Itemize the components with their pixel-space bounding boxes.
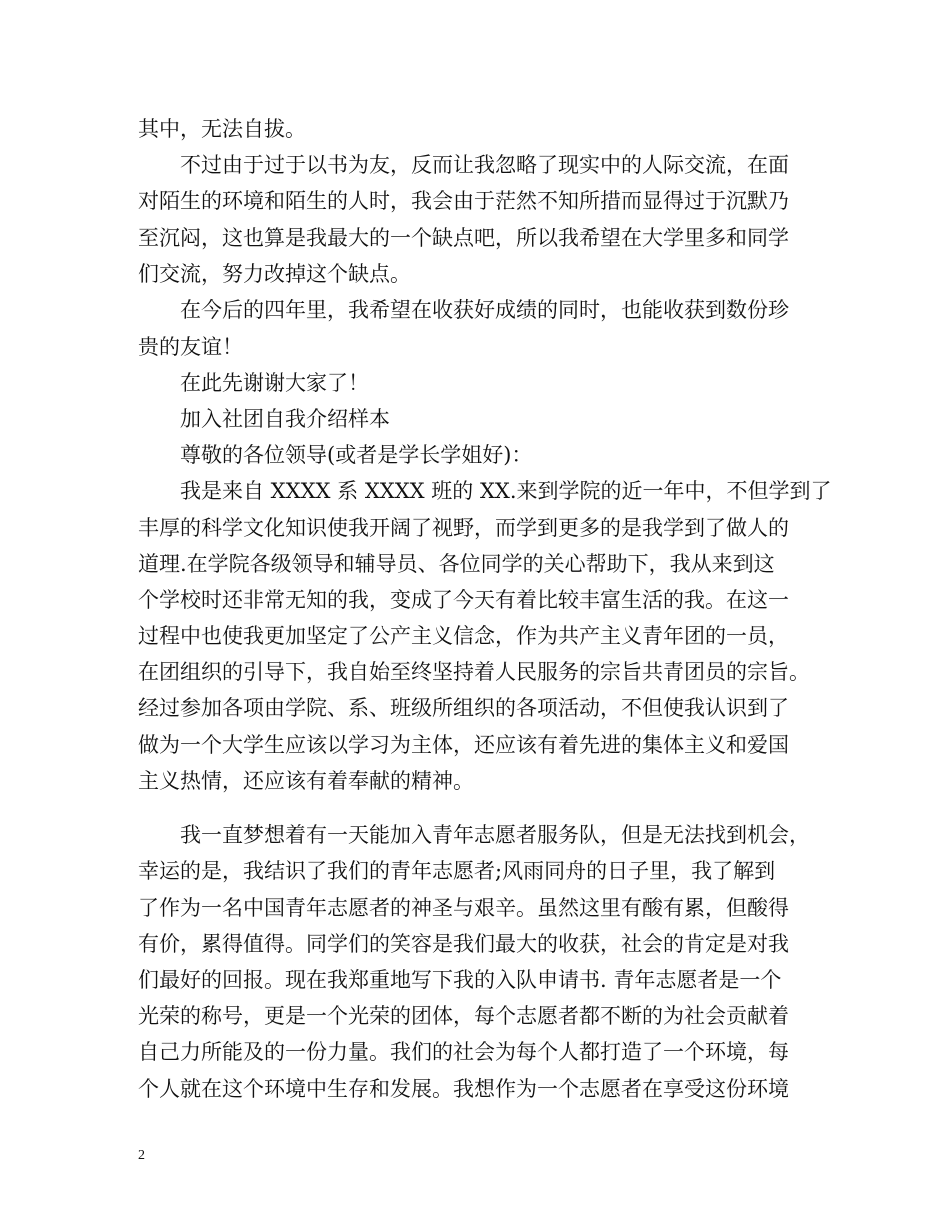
page-number: 2 xyxy=(138,1148,145,1163)
text-line: 在团组织的引导下，我自始至终坚持着人民服务的宗旨共青团员的宗旨。 xyxy=(138,660,810,684)
text-line: 自己力所能及的一份力量。我们的社会为每个人都打造了一个环境，每 xyxy=(138,1040,789,1064)
salutation: 尊敬的各位领导(或者是学长学姐好)： xyxy=(180,443,533,467)
text-line: 幸运的是，我结识了我们的青年志愿者;风雨同舟的日子里，我了解到 xyxy=(138,859,776,883)
section-heading: 加入社团自我介绍样本 xyxy=(180,407,390,431)
text-line: 在今后的四年里，我希望在收获好成绩的同时，也能收获到数份珍 xyxy=(180,298,789,322)
text-line: 我是来自 XXXX 系 XXXX 班的 XX.来到学院的近一年中，不但学到了 xyxy=(180,479,832,503)
text-line: 过程中也使我更加坚定了公产主义信念，作为共产主义青年团的一员， xyxy=(138,624,789,648)
text-line: 经过参加各项由学院、系、班级所组织的各项活动，不但使我认识到了 xyxy=(138,696,789,720)
text-line: 做为一个大学生应该以学习为主体，还应该有着先进的集体主义和爱国 xyxy=(138,733,789,757)
text-line: 我一直梦想着有一天能加入青年志愿者服务队，但是无法找到机会， xyxy=(180,823,810,847)
text-line: 不过由于过于以书为友，反而让我忽略了现实中的人际交流，在面 xyxy=(180,153,789,177)
text-line: 们最好的回报。现在我郑重地写下我的入队申请书. 青年志愿者是一个 xyxy=(138,968,782,992)
text-line: 至沉闷，这也算是我最大的一个缺点吧，所以我希望在大学里多和同学 xyxy=(138,226,789,250)
text-line: 对陌生的环境和陌生的人时，我会由于茫然不知所措而显得过于沉默乃 xyxy=(138,189,789,213)
text-line: 贵的友谊！ xyxy=(138,335,243,359)
text-line: 了作为一名中国青年志愿者的神圣与艰辛。虽然这里有酸有累，但酸得 xyxy=(138,896,789,920)
text-line: 有价，累得值得。同学们的笑容是我们最大的收获，社会的肯定是对我 xyxy=(138,932,789,956)
text-line: 其中，无法自拔。 xyxy=(138,117,306,141)
text-line: 在此先谢谢大家了！ xyxy=(180,371,369,395)
text-line: 主义热情，还应该有着奉献的精神。 xyxy=(138,769,474,793)
text-line: 丰厚的科学文化知识使我开阔了视野，而学到更多的是我学到了做人的 xyxy=(138,516,789,540)
text-line: 道理.在学院各级领导和辅导员、各位同学的关心帮助下，我从来到这 xyxy=(138,552,775,576)
text-line: 们交流，努力改掉这个缺点。 xyxy=(138,262,411,286)
text-line: 个学校时还非常无知的我，变成了今天有着比较丰富生活的我。在这一 xyxy=(138,588,789,612)
text-line: 光荣的称号，更是一个光荣的团体，每个志愿者都不断的为社会贡献着 xyxy=(138,1004,789,1028)
text-line: 个人就在这个环境中生存和发展。我想作为一个志愿者在享受这份环境 xyxy=(138,1077,789,1101)
